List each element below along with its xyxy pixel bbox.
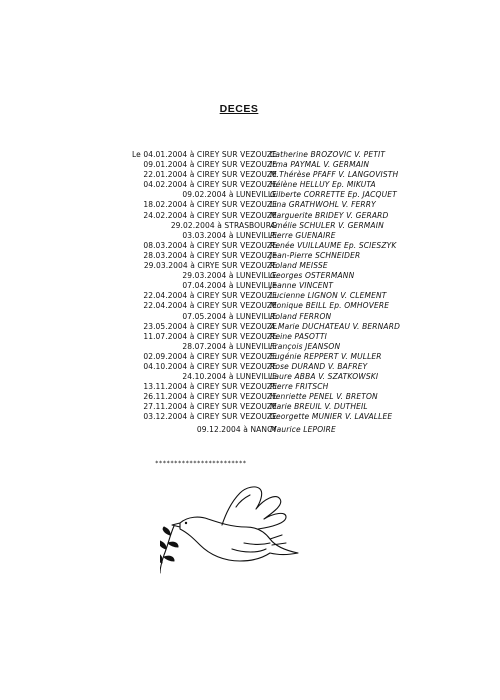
- record-row: [0, 342, 500, 352]
- record-row: [0, 412, 500, 422]
- record-name: Jean-Pierre SCHNEIDER: [270, 250, 361, 260]
- record-row: [0, 261, 500, 271]
- record-row: [0, 211, 500, 221]
- record-row: [0, 312, 500, 322]
- record-row: [0, 180, 500, 190]
- record-date-place: 22.01.2004 à CIREY SUR VEZOUZE: [143, 170, 277, 180]
- record-row: [0, 372, 500, 382]
- record-date-place: 23.05.2004 à CIREY SUR VEZOUZE: [143, 321, 277, 331]
- record-name: Lina GRATHWOHL V. FERRY: [270, 200, 376, 210]
- page-title: DECES: [219, 103, 259, 115]
- record-date-place: 29.03.2004 à CIRYE SUR VEZOUZE: [143, 261, 277, 271]
- record-name: François JEANSON: [270, 341, 341, 351]
- record-row: [0, 332, 500, 342]
- record-name: A.Marie DUCHATEAU V. BERNARD: [270, 321, 400, 331]
- record-date-place: 03.12.2004 à CIREY SUR VEZOUZE: [143, 412, 277, 422]
- record-date-place: 09.01.2004 à CIREY SUR VEZOUZE: [143, 160, 277, 170]
- record-name: Monique BEILL Ep. OMHOVERE: [270, 301, 390, 311]
- record-name: Georges OSTERMANN: [270, 271, 355, 281]
- record-name: M.Thérèse PFAFF V. LANGOVISTH: [270, 170, 399, 180]
- record-row: [0, 150, 500, 160]
- record-date-place: 28.07.2004 à LUNEVILLE: [182, 341, 277, 351]
- record-date-place: 22.04.2004 à CIREY SUR VEZOUZE: [143, 301, 277, 311]
- record-row: [0, 251, 500, 261]
- record-row: [0, 271, 500, 281]
- record-date-place: 27.11.2004 à CIREY SUR VEZOUZE: [143, 402, 277, 412]
- record-date-place: 04.02.2004 à CIREY SUR VEZOUZE: [143, 180, 277, 190]
- record-row: [0, 402, 500, 412]
- record-name: Amélie SCHULER V. GERMAIN: [270, 220, 384, 230]
- record-name: Pierre FRITSCH: [270, 382, 329, 392]
- record-date-place: 07.05.2004 à LUNEVILLE: [182, 311, 277, 321]
- record-row: [0, 322, 500, 332]
- record-date-place: 24.02.2004 à CIREY SUR VEZOUZE: [143, 210, 277, 220]
- record-row: [0, 241, 500, 251]
- record-row: [0, 301, 500, 311]
- record-date-place: 09.02.2004 à LUNEVILLE: [182, 190, 277, 200]
- record-row: [0, 170, 500, 180]
- record-row: [0, 200, 500, 210]
- record-date-place: 18.02.2004 à CIREY SUR VEZOUZE: [143, 200, 277, 210]
- record-date-place: 04.10.2004 à CIREY SUR VEZOUZE: [143, 361, 277, 371]
- record-name: Reine PASOTTI: [270, 331, 327, 341]
- record-row: [0, 382, 500, 392]
- record-name: Marguerite BRIDEY V. GERARD: [270, 210, 389, 220]
- record-row: [0, 425, 500, 435]
- record-row: [0, 362, 500, 372]
- record-name: Pierre GUENAIRE: [270, 230, 336, 240]
- record-row: [0, 352, 500, 362]
- record-date-place: 29.03.2004 à LUNEVILLE: [182, 271, 277, 281]
- record-date-place: Le 04.01.2004 à CIREY SUR VEZOUZE: [131, 150, 277, 159]
- record-name: Renée VUILLAUME Ep. SCIESZYK: [270, 240, 397, 250]
- death-records-list: [0, 150, 500, 435]
- record-date-place: 29.02.2004 à STRASBOURG: [170, 220, 277, 230]
- record-name: Marie BREUIL V. DUTHEIL: [270, 402, 368, 412]
- record-name: Catherine BROZOVIC V. PETIT: [270, 150, 386, 159]
- record-name: Irma PAYMAL V. GERMAIN: [270, 160, 370, 170]
- record-date-place: 13.11.2004 à CIREY SUR VEZOUZE: [143, 382, 277, 392]
- record-name: Laure ABBA V. SZATKOWSKI: [270, 372, 379, 382]
- record-date-place: 07.04.2004 à LUNEVILLE: [182, 281, 277, 291]
- record-date-place: 24.10.2004 à LUNEVILLE: [182, 372, 277, 382]
- record-date-place: 26.11.2004 à CIREY SUR VEZOUZE: [143, 392, 277, 402]
- record-name: Gilberte CORRETTE Ep. JACQUET: [270, 190, 397, 200]
- record-row: [0, 221, 500, 231]
- record-name: Lucienne LIGNON V. CLEMENT: [270, 291, 387, 301]
- record-name: Eugénie REPPERT V. MULLER: [270, 351, 382, 361]
- record-row: [0, 281, 500, 291]
- record-date-place: 11.07.2004 à CIREY SUR VEZOUZE: [143, 331, 277, 341]
- record-name: Georgette MUNIER V. LAVALLEE: [270, 412, 393, 422]
- separator-stars: ************************: [155, 460, 247, 467]
- record-name: Maurice LEPOIRE: [270, 424, 336, 434]
- record-date-place: 28.03.2004 à CIREY SUR VEZOUZE: [143, 250, 277, 260]
- record-name: Roland FERRON: [270, 311, 332, 321]
- record-row: [0, 291, 500, 301]
- dove-with-olive-branch-icon: [160, 483, 300, 578]
- record-row: [0, 231, 500, 241]
- record-date-place: 22.04.2004 à CIREY SUR VEZOUZE: [143, 291, 277, 301]
- record-row: [0, 190, 500, 200]
- record-date-place: 02.09.2004 à CIREY SUR VEZOUZE: [143, 351, 277, 361]
- record-name: Hélène HELLUY Ep. MIKUTA: [270, 180, 376, 190]
- record-row: [0, 160, 500, 170]
- record-date-place: 03.03.2004 à LUNEVILLE: [182, 230, 277, 240]
- record-row: [0, 392, 500, 402]
- record-name: Roland MEISSE: [270, 261, 328, 271]
- record-date-place: 09.12.2004 à NANCY: [196, 424, 277, 434]
- record-name: Jeanne VINCENT: [270, 281, 334, 291]
- record-name: Rose DURAND V. BAFREY: [270, 361, 368, 371]
- record-name: Henriette PENEL V. BRETON: [270, 392, 378, 402]
- record-date-place: 08.03.2004 à CIREY SUR VEZOUZE: [143, 240, 277, 250]
